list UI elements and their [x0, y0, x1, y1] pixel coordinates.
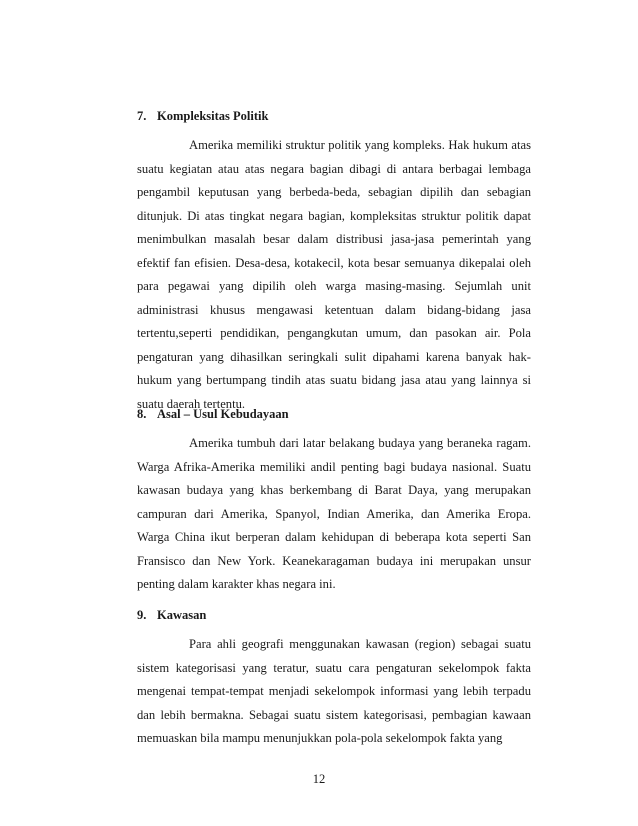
- section-title: Kawasan: [157, 608, 207, 622]
- section-asal-usul-kebudayaan: [137, 406, 531, 597]
- section-number: 7.: [137, 109, 147, 123]
- page-number: 12: [312, 772, 326, 786]
- section-title: Kompleksitas Politik: [157, 109, 269, 123]
- section-heading: [137, 108, 531, 124]
- section-paragraph: Amerika tumbuh dari latar belakang budaya yang beraneka ragam. Warga Afrika-Amerika memiliki andil penting bagi budaya nasional. Suatu kawasan budaya yang khas berkembang di Barat Daya, yang merupakan campuran dari Amerika, Spanyol, Indian Amerika, dan Amerika Eropa. Warga China ikut berperan dalam kehidupan di beberapa kota seperti San Fransisco dan New York. Keanekaragaman budaya ini merupakan unsur penting dalam karakter khas negara ini.: [137, 436, 531, 591]
- section-heading: [137, 607, 531, 623]
- section-number: 9.: [137, 608, 147, 622]
- section-paragraph: Para ahli geografi menggunakan kawasan (region) sebagai suatu sistem kategorisasi yang teratur, suatu cara pengaturan sekelompok fakta mengenai tempat-tempat menjadi sekelompok informasi yang lebih terpadu dan lebih bermakna. Sebagai suatu sistem kategorisasi, pembagian kawaan memuaskan bila mampu menunjukkan pola-pola sekelompok fakta yang: [137, 637, 531, 745]
- section-number: 8.: [137, 407, 147, 421]
- section-paragraph: Amerika memiliki struktur politik yang kompleks. Hak hukum atas suatu kegiatan atau atas negara bagian dibagi di antara berbagai lembaga pengambil keputusan yang berbeda-beda, sebagian dipilih dan sebagian ditunjuk. Di atas tingkat negara bagian, kompleksitas struktur politik dapat menimbulkan masalah besar dalam distribusi jasa-jasa pemerintah yang efektif fan efisien. Desa-desa, kotakecil, kota besar semuanya dikepalai oleh para pegawai yang dipilih oleh warga masing-masing. Sejumlah unit administrasi khusus mengawasi ketentuan dalam bidang-bidang jasa tertentu,seperti pendidikan, pengangkutan umum, dan pasokan air. Pola pengaturan yang dihasilkan seringkali sulit dipahami karena banyak hak-hukum yang bertumpang tindih atas suatu bidang jasa atau yang lainnya si suatu daerah tertentu.: [137, 138, 531, 411]
- section-kawasan: [137, 607, 531, 751]
- section-title: Asal – Usul Kebudayaan: [157, 407, 289, 421]
- section-heading: [137, 406, 531, 422]
- section-kompleksitas-politik: [137, 108, 531, 416]
